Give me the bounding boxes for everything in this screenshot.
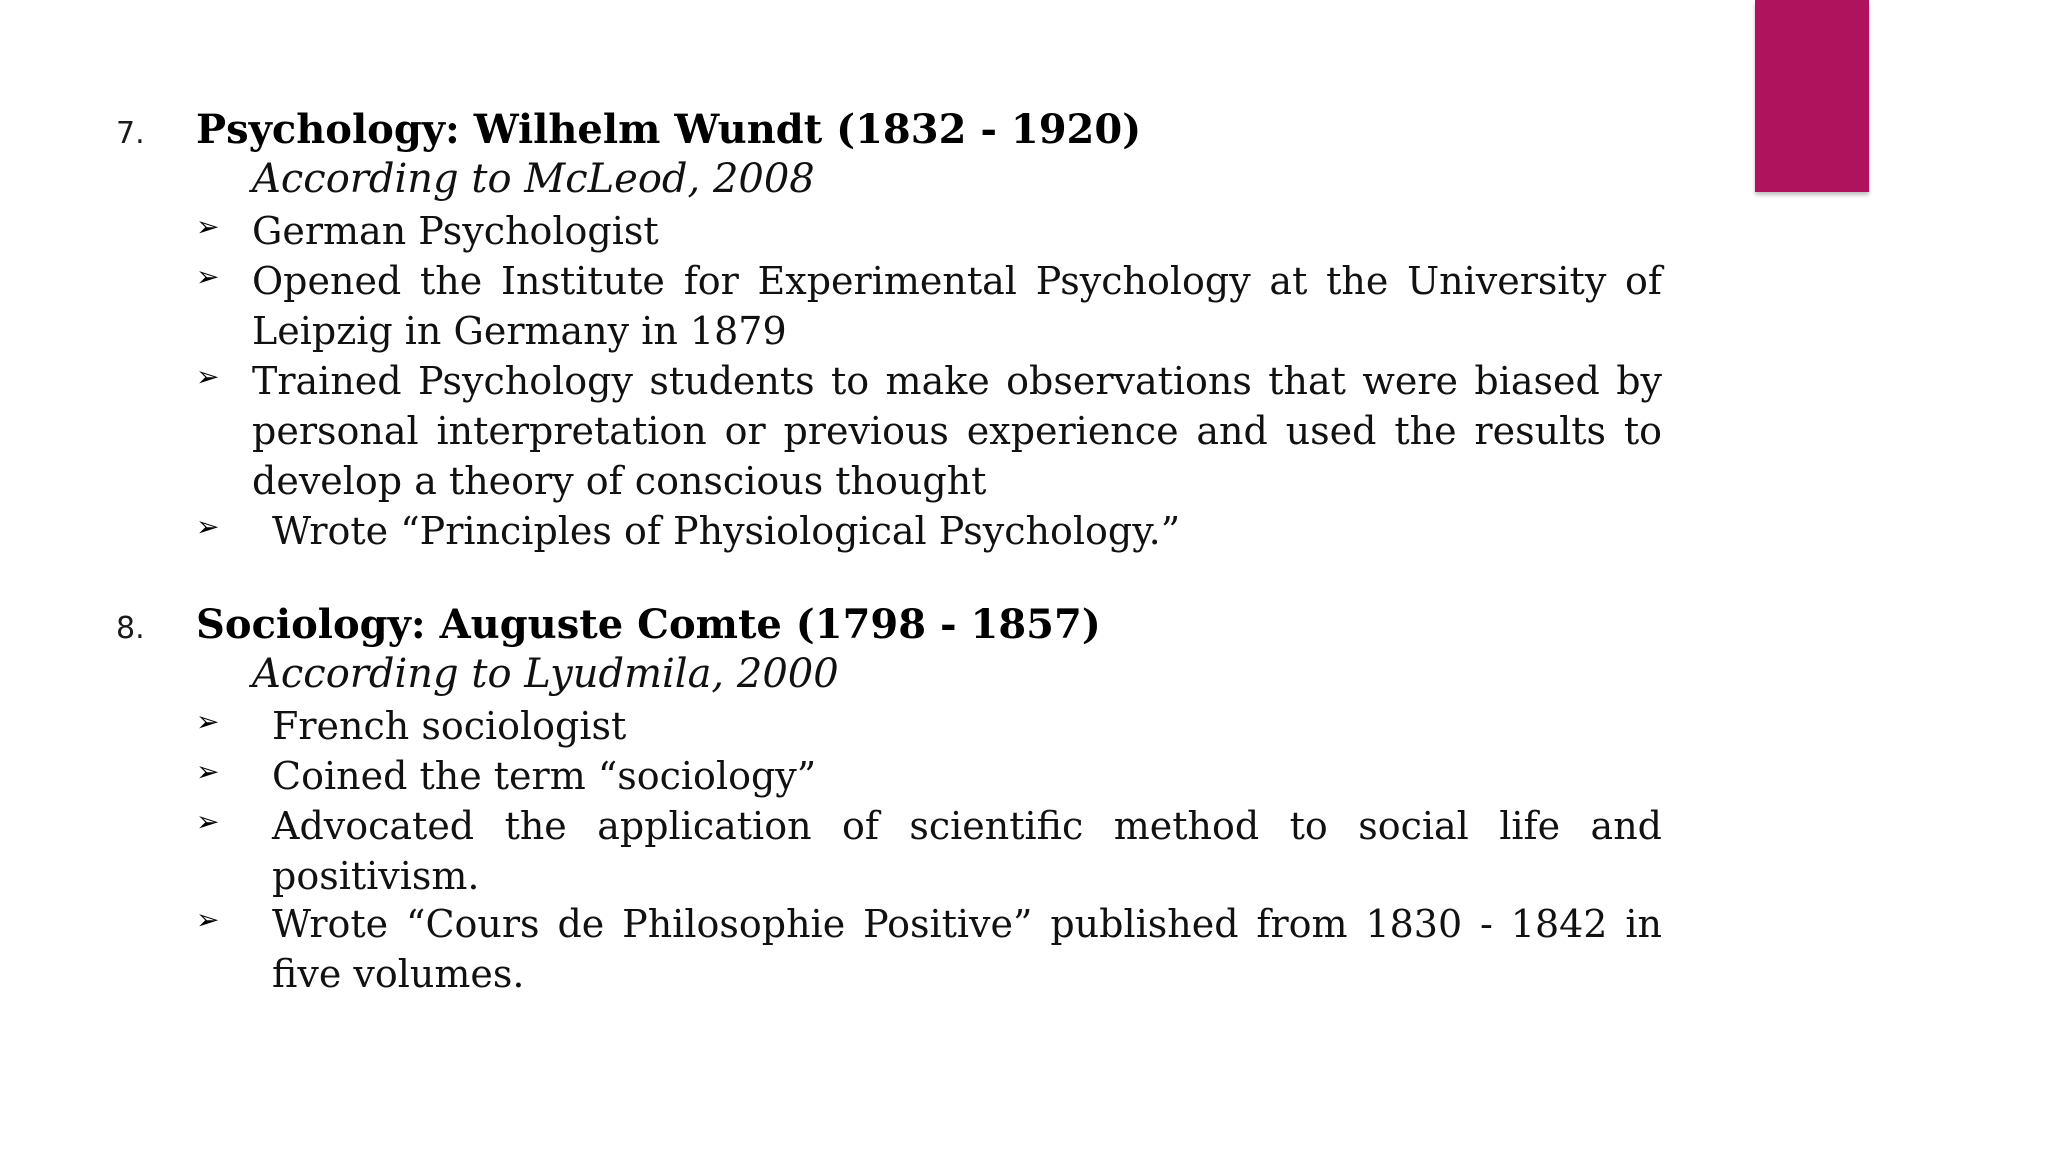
section-source: According to McLeod, 2008 <box>252 156 815 202</box>
bullet-text: French sociologist <box>272 704 627 748</box>
bullet-text: Trained Psychology students to make observations that were biased by personal interpretation or previous experience and used the results to develop a theory of conscious thought <box>252 359 1662 503</box>
section-title: Psychology: Wilhelm Wundt (1832 - 1920) <box>196 106 1142 153</box>
bullet-text: Wrote “Cours de Philosophie Positive” published from 1830 - 1842 in five volumes. <box>272 902 1662 996</box>
arrow-bullet-icon: ➢ <box>196 360 220 393</box>
bullet-text: German Psychologist <box>252 209 659 253</box>
bullet-text: Wrote “Principles of Physiological Psychology.” <box>272 509 1181 553</box>
arrow-bullet-icon: ➢ <box>196 805 220 838</box>
section-number: 7. <box>116 116 145 151</box>
accent-block <box>1755 0 1869 192</box>
bullet-text: Opened the Institute for Experimental Psychology at the University of Leipzig in Germany in 1879 <box>252 259 1662 353</box>
bullet-text: Advocated the application of scientific method to social life and positivism. <box>272 804 1662 898</box>
section-source: According to Lyudmila, 2000 <box>252 651 839 697</box>
arrow-bullet-icon: ➢ <box>196 705 220 738</box>
arrow-bullet-icon: ➢ <box>196 260 220 293</box>
section-number: 8. <box>116 611 145 646</box>
arrow-bullet-icon: ➢ <box>196 755 220 788</box>
section-title: Sociology: Auguste Comte (1798 - 1857) <box>196 601 1101 648</box>
bullet-text: Coined the term “sociology” <box>272 754 817 798</box>
arrow-bullet-icon: ➢ <box>196 210 220 243</box>
arrow-bullet-icon: ➢ <box>196 510 220 543</box>
arrow-bullet-icon: ➢ <box>196 903 220 936</box>
